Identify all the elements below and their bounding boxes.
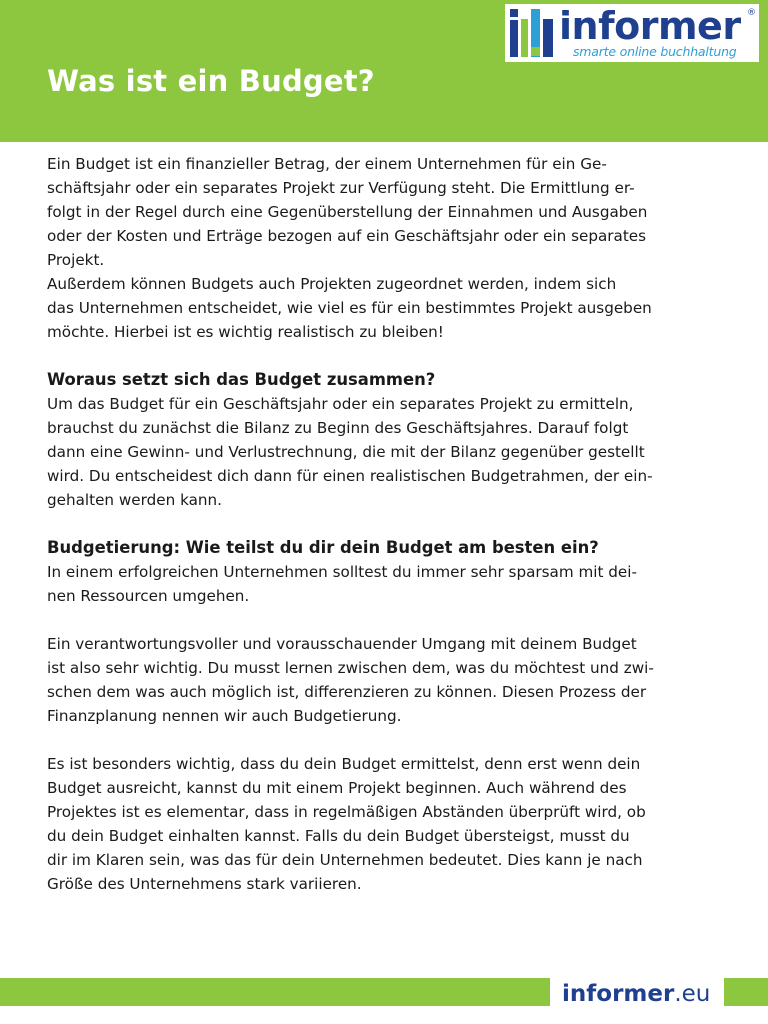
footer-brand-link[interactable] xyxy=(562,978,710,1010)
text-line: schäftsjahr oder ein separates Projekt zur Verfügung steht. Die Ermittlung er- xyxy=(47,179,635,197)
section2-paragraph-2 xyxy=(47,632,727,728)
text-line: Projekt. xyxy=(47,251,105,269)
text-line: Größe des Unternehmens stark variieren. xyxy=(47,875,362,893)
text-line: Ein Budget ist ein finanzieller Betrag, der einem Unternehmen für ein Ge- xyxy=(47,155,607,173)
text-line: brauchst du zunächst die Bilanz zu Beginn des Geschäftsjahres. Darauf folgt xyxy=(47,419,629,437)
text-line: In einem erfolgreichen Unternehmen solltest du immer sehr sparsam mit dei- xyxy=(47,563,637,581)
page-title: Was ist ein Budget? xyxy=(47,64,375,98)
spacer xyxy=(47,608,727,632)
text-line: ist also sehr wichtig. Du musst lernen zwischen dem, was du möchtest und zwi- xyxy=(47,659,654,677)
article-body xyxy=(47,152,727,896)
text-line: wird. Du entscheidest dich dann für einen realistischen Budgetrahmen, der ein- xyxy=(47,467,653,485)
section2-paragraph-1 xyxy=(47,560,727,608)
text-line: dann eine Gewinn- und Verlustrechnung, die mit der Bilanz gegenüber gestellt xyxy=(47,443,645,461)
text-line: oder der Kosten und Erträge bezogen auf ein Geschäftsjahr oder ein separates xyxy=(47,227,647,245)
footer-brand-box xyxy=(550,976,724,1012)
section2-paragraph-3 xyxy=(47,752,727,896)
text-line: Außerdem können Budgets auch Projekten zugeordnet werden, indem sich xyxy=(47,275,617,293)
text-line: du dein Budget einhalten kannst. Falls du dein Budget übersteigst, musst du xyxy=(47,827,630,845)
logo-tagline: smarte online buchhaltung xyxy=(573,44,737,59)
footer-brand-name: informer xyxy=(562,981,675,1007)
logo-registered-mark: ® xyxy=(747,8,756,18)
text-line: möchte. Hierbei ist es wichtig realistisch zu bleiben! xyxy=(47,323,444,341)
text-line: Finanzplanung nennen wir auch Budgetierung. xyxy=(47,707,402,725)
spacer xyxy=(47,512,727,536)
footer-brand-tld: .eu xyxy=(674,981,711,1007)
text-line: Um das Budget für ein Geschäftsjahr oder ein separates Projekt zu ermitteln, xyxy=(47,395,634,413)
text-line: schen dem was auch möglich ist, differenzieren zu können. Diesen Prozess der xyxy=(47,683,647,701)
text-line: nen Ressourcen umgehen. xyxy=(47,587,250,605)
section-heading-budget-composition: Woraus setzt sich das Budget zusammen? xyxy=(47,370,436,389)
logo-wordmark: informer xyxy=(559,4,741,48)
spacer xyxy=(47,728,727,752)
text-line: Budget ausreicht, kannst du mit einem Projekt beginnen. Auch während des xyxy=(47,779,627,797)
text-line: Projektes ist es elementar, dass in regelmäßigen Abständen überprüft wird, ob xyxy=(47,803,646,821)
informer-logo xyxy=(505,4,759,62)
text-line: Es ist besonders wichtig, dass du dein Budget ermittelst, denn erst wenn dein xyxy=(47,755,641,773)
header-banner xyxy=(0,0,768,142)
text-line: das Unternehmen entscheidet, wie viel es für ein bestimmtes Projekt ausgeben xyxy=(47,299,652,317)
text-line: gehalten werden kann. xyxy=(47,491,222,509)
text-line: Ein verantwortungsvoller und vorausschauender Umgang mit deinem Budget xyxy=(47,635,637,653)
section1-paragraph xyxy=(47,392,727,512)
section-heading-budgeting: Budgetierung: Wie teilst du dir dein Budget am besten ein? xyxy=(47,538,599,557)
spacer xyxy=(47,344,727,368)
intro-paragraph xyxy=(47,152,727,344)
text-line: dir im Klaren sein, was das für dein Unternehmen bedeutet. Dies kann je nach xyxy=(47,851,643,869)
text-line: folgt in der Regel durch eine Gegenüberstellung der Einnahmen und Ausgaben xyxy=(47,203,648,221)
logo-i-mark-icon xyxy=(507,7,557,59)
